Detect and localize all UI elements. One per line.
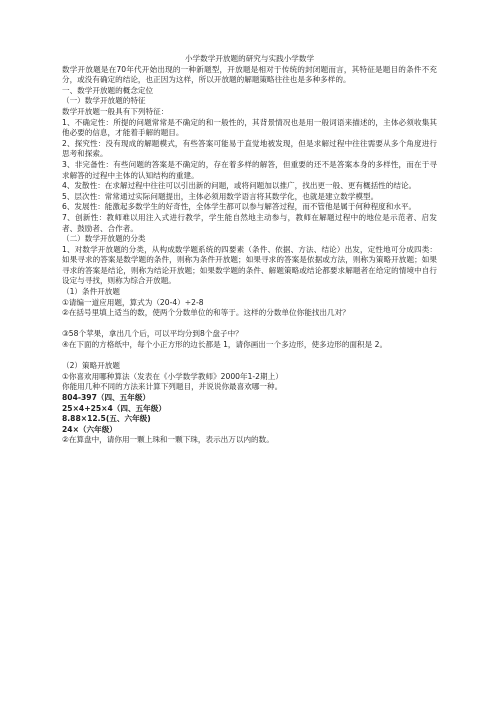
intro-paragraph: 数学开放题是在70年代开始出现的一种新题型，开放题是相对于传统的封闭题而言，其特征是题目的条件不充分，或没有确定的结论，也正因为这样，所以开放题的解题策略往往也是多种多样的。 <box>62 64 437 85</box>
classification-paragraph: 1、对数学开放题的分类，从构成数学题系统的四要素（条件、依据、方法、结论）出发，定性地可分成四类：如果寻求的答案是数学题的条件，则称为条件开放题；如果寻求的答案是依据或方法，则称为策略开放题；如果寻求的答案是结论，则称为结论开放题；如果数学题的条件、解题策略或结论都要求解题者在给定的情境中自行设定与寻找，则称为综合开放题。 <box>62 244 437 286</box>
section-heading: 一、数学开放题的概念定位 <box>62 85 154 95</box>
feature-item: 5、层次性：常常通过实际问题提出，主体必须用数学语言将其数学化，也就是建立数学模型。 <box>62 191 379 201</box>
feature-item: 3、非完备性：有些问题的答案是不确定的，存在着多样的解答，但重要的还不是答案本身的多样性，而在于寻求解答的过程中主体的认知结构的重建。 <box>62 159 437 180</box>
document-page <box>62 54 437 446</box>
condition-item: ②在括号里填上适当的数，使两个分数单位的和等于。这样的分数单位你能找出几对？ <box>62 308 350 318</box>
strategy-prompt: 你能用几种不同的方法来计算下列题目，并说说你最喜欢哪一种。 <box>62 382 283 392</box>
exercise-item: 8.88×12.5(五、六年级) <box>62 414 151 424</box>
feature-item: 2、探究性：没有现成的解题模式，有些答案可能易于直觉地被发现，但是求解过程中往往需要从多个角度进行思考和探索。 <box>62 138 437 159</box>
subsection-heading: （一）数学开放题的特征 <box>62 96 146 106</box>
spacer <box>62 351 437 362</box>
exercise-item: 804-397（四、五年级） <box>62 393 151 402</box>
feature-item: 7、创新性：教师难以用注入式进行教学，学生能自然地主动参与，教师在解题过程中的地位是示范者、启发者、鼓励者、合作者。 <box>62 212 437 233</box>
condition-item: ③58个苹果，拿出几个后，可以平均分到8个盘子中？ <box>62 329 243 339</box>
condition-item: ①请编一道应用题，算式为（20-4）÷2-8 <box>62 297 204 307</box>
spacer <box>62 319 437 330</box>
strategy-item: ②在算盘中，请你用一颗上珠和一颗下珠，表示出万以内的数。 <box>62 435 274 445</box>
strategy-intro: ①你喜欢用哪种算法（发表在《小学数学教师》2000年1-2期上） <box>62 371 283 381</box>
exercise-item: 25×4+25×4（四、五年级） <box>62 403 166 413</box>
feature-item: 6、发展性：能激起多数学生的好奇性，全体学生都可以参与解答过程，而不管他是属于何种程度和水平。 <box>62 202 417 212</box>
strategy-heading: （2）策略开放题 <box>62 361 120 371</box>
feature-item: 1、不确定性：所提的问题常常是不确定的和一般性的，其背景情况也是用一般词语来描述的，主体必须收集其他必要的信息，才能着手解的题目。 <box>62 117 437 138</box>
condition-item: ④在下面的方格纸中，每个小正方形的边长都是 1，请你画出一个多边形，使多边形的面积是 2。 <box>62 340 388 350</box>
subsection-heading: （二）数学开放题的分类 <box>62 234 146 244</box>
condition-heading: （1）条件开放题 <box>62 287 120 297</box>
document-title: 小学数学开放题的研究与实践小学数学 <box>184 54 315 63</box>
features-lead: 数学开放题一般具有下列特征： <box>62 106 169 116</box>
feature-item: 4、发散性：在求解过程中往往可以引出新的问题，或将问题加以推广，找出更一般、更有概括性的结论。 <box>62 181 417 191</box>
exercise-item: 24×（六年级） <box>62 424 117 434</box>
